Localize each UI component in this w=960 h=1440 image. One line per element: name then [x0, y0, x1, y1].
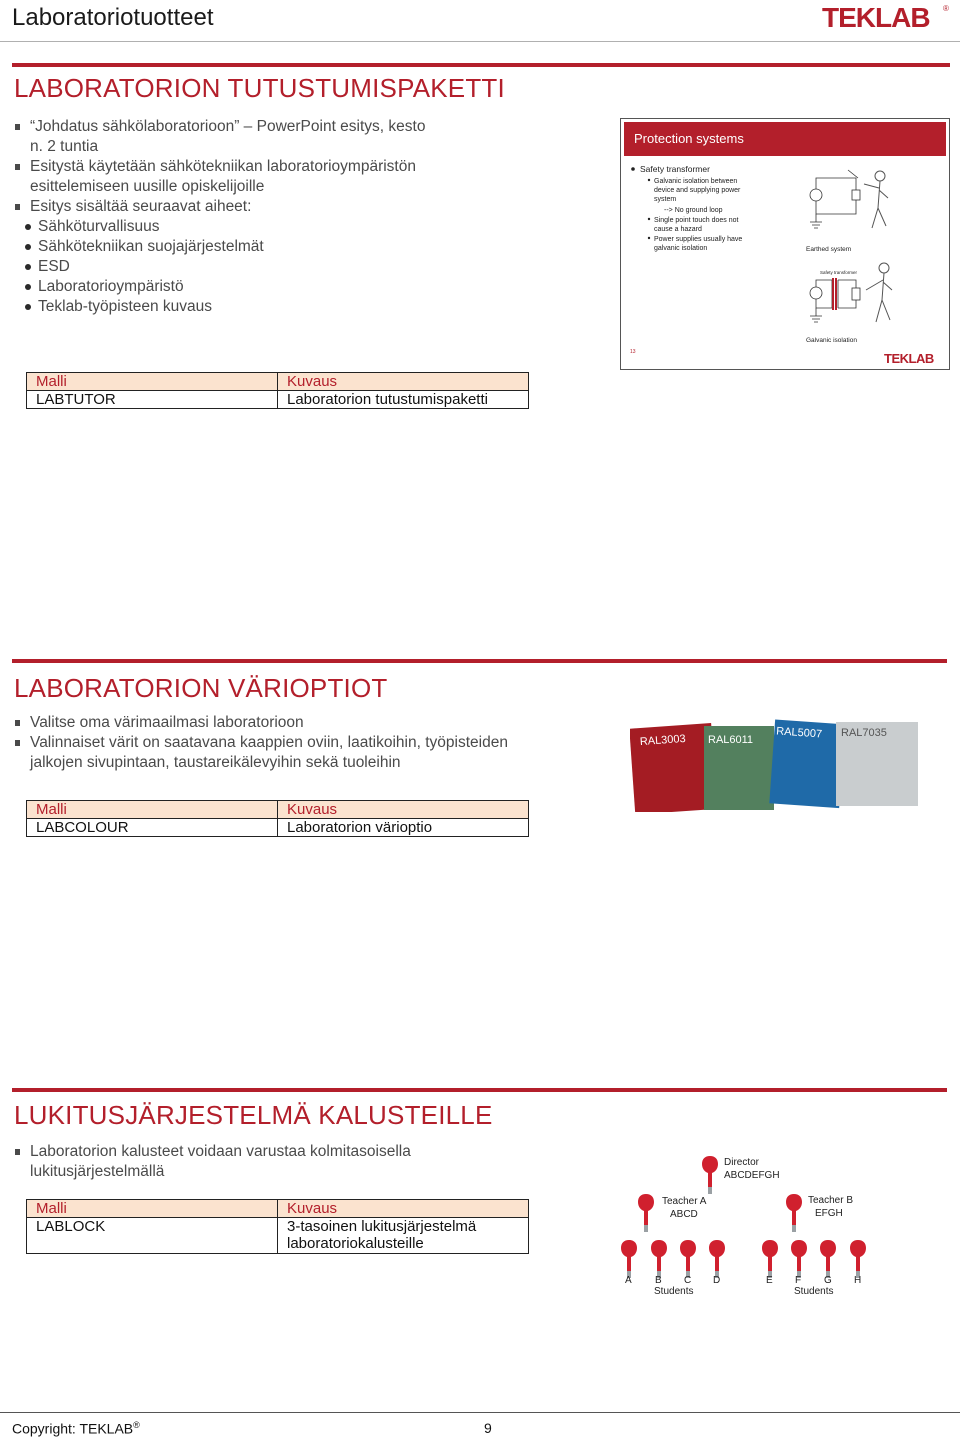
- teacher-b-title: Teacher B: [808, 1195, 854, 1206]
- labcolour-spec-table: [26, 800, 529, 837]
- labtutor-spec-table: [26, 372, 529, 409]
- student-letter: A: [625, 1275, 632, 1286]
- student-key-icon: [820, 1240, 836, 1278]
- footer-divider: [0, 1412, 960, 1413]
- slide-title: Protection systems: [634, 131, 744, 146]
- swatch-label: RAL3003: [639, 732, 687, 749]
- students-label: Students: [794, 1286, 834, 1297]
- header-divider: [0, 41, 960, 42]
- slide-bullet: Safety transformer: [640, 164, 710, 174]
- table-header-description: Kuvaus: [278, 801, 529, 819]
- lock-hierarchy-diagram: [610, 1145, 880, 1300]
- svg-text:Galvanic isolation between: Galvanic isolation between: [654, 178, 738, 185]
- section2-title: LABORATORION VÄRIOPTIOT: [14, 673, 388, 703]
- table-header-model: Malli: [27, 801, 278, 819]
- student-key-icon: [621, 1240, 637, 1278]
- teacher-b-key-icon: [786, 1194, 802, 1232]
- student-key-icon: [850, 1240, 866, 1278]
- teacher-b-code: EFGH: [815, 1208, 843, 1219]
- student-letter: C: [684, 1275, 692, 1286]
- director-title: Director: [724, 1157, 760, 1168]
- teacher-a-title: Teacher A: [662, 1196, 707, 1207]
- svg-text:Single point touch does not: Single point touch does not: [654, 217, 739, 224]
- sub-list-item: Laboratorioympäristö: [12, 277, 442, 297]
- students-label: Students: [654, 1286, 694, 1297]
- color-swatches: [630, 716, 920, 812]
- svg-text:®: ®: [943, 4, 949, 13]
- swatch-label: RAL6011: [708, 734, 754, 746]
- student-key-icon: [709, 1240, 725, 1278]
- slide-label-transformer: Safety transformer: [820, 270, 858, 275]
- list-item: Esitys sisältää seuraavat aiheet:: [12, 197, 442, 217]
- section2-rule: [12, 659, 947, 663]
- student-key-icon: [762, 1240, 778, 1278]
- teacher-a-key-icon: [638, 1194, 654, 1232]
- section3-title: LUKITUSJÄRJESTELMÄ KALUSTEILLE: [14, 1100, 493, 1130]
- swatch-label: RAL5007: [775, 725, 823, 741]
- table-header-description: Kuvaus: [278, 1200, 529, 1218]
- swatch-label: RAL7035: [841, 727, 887, 739]
- student-letter: F: [795, 1275, 802, 1286]
- slide-logo: TEKLAB: [884, 351, 934, 366]
- table-cell-model: LABTUTOR: [27, 391, 278, 409]
- svg-text:Power supplies usually have: Power supplies usually have: [654, 236, 743, 243]
- svg-text:galvanic isolation: galvanic isolation: [654, 245, 708, 252]
- sub-list-item: Sähkötekniikan suojajärjestelmät: [12, 237, 442, 257]
- table-header-description: Kuvaus: [278, 373, 529, 391]
- slide-label-earthed: Earthed system: [806, 246, 852, 253]
- logo-text: TEKLAB: [822, 2, 930, 32]
- teklab-logo: [822, 2, 950, 32]
- list-item: “Johdatus sähkölaboratorioon” – PowerPoint esitys, kesto n. 2 tuntia: [12, 117, 442, 157]
- section3-rule: [12, 1088, 947, 1092]
- table-cell-description: Laboratorion tutustumispaketti: [278, 391, 529, 409]
- student-key-icon: [651, 1240, 667, 1278]
- sub-list-item: Sähköturvallisuus: [12, 217, 442, 237]
- list-item: Valitse oma värimaailmasi laboratorioon: [12, 713, 542, 733]
- page-title: Laboratoriotuotteet: [12, 4, 214, 31]
- svg-text:device and supplying power: device and supplying power: [654, 187, 741, 194]
- slide-page: 13: [630, 349, 636, 355]
- table-header-model: Malli: [27, 373, 278, 391]
- teacher-a-code: ABCD: [670, 1209, 698, 1220]
- sub-list-item: ESD: [12, 257, 442, 277]
- table-cell-description: Laboratorion värioptio: [278, 819, 529, 837]
- list-item: Esitystä käytetään sähkötekniikan laboratorioympäristön esittelemiseen uusille opiskelijoille: [12, 157, 442, 197]
- director-code: ABCDEFGH: [724, 1170, 780, 1181]
- table-cell-description: 3-tasoinen lukitusjärjestelmä laboratoriokalusteille: [278, 1218, 529, 1254]
- list-item: Laboratorion kalusteet voidaan varustaa kolmitasoisella lukitusjärjestelmällä: [12, 1142, 462, 1182]
- student-letter: H: [854, 1275, 862, 1286]
- director-key-icon: [702, 1156, 718, 1194]
- section1-title: LABORATORION TUTUSTUMISPAKETTI: [14, 73, 505, 103]
- section2-bullet-list: [12, 713, 542, 773]
- student-key-icon: [791, 1240, 807, 1278]
- table-cell-model: LABLOCK: [27, 1218, 278, 1254]
- sub-list-item: Teklab-työpisteen kuvaus: [12, 297, 442, 317]
- svg-text:cause a hazard: cause a hazard: [654, 226, 702, 233]
- section3-bullet-list: [12, 1142, 462, 1182]
- slide-label-galvanic: Galvanic isolation: [806, 337, 857, 344]
- student-letter: E: [766, 1275, 773, 1286]
- slide-subitem: --> No ground loop: [664, 207, 723, 214]
- section1-rule: [12, 63, 950, 67]
- student-letter: G: [824, 1275, 832, 1286]
- protection-systems-slide: [620, 118, 950, 370]
- svg-text:system: system: [654, 196, 677, 203]
- section1-bullet-list: [12, 117, 442, 317]
- lablock-spec-table: [26, 1199, 529, 1254]
- copyright-text: Copyright: TEKLAB®: [12, 1420, 140, 1437]
- student-letter: D: [713, 1275, 721, 1286]
- page-number: 9: [484, 1420, 492, 1436]
- student-key-icon: [680, 1240, 696, 1278]
- student-letter: B: [655, 1275, 662, 1286]
- list-item: Valinnaiset värit on saatavana kaappien oviin, laatikoihin, työpisteiden jalkojen sivupintaan, taustareikälevyihin sekä tuoleihin: [12, 733, 542, 773]
- table-header-model: Malli: [27, 1200, 278, 1218]
- table-cell-model: LABCOLOUR: [27, 819, 278, 837]
